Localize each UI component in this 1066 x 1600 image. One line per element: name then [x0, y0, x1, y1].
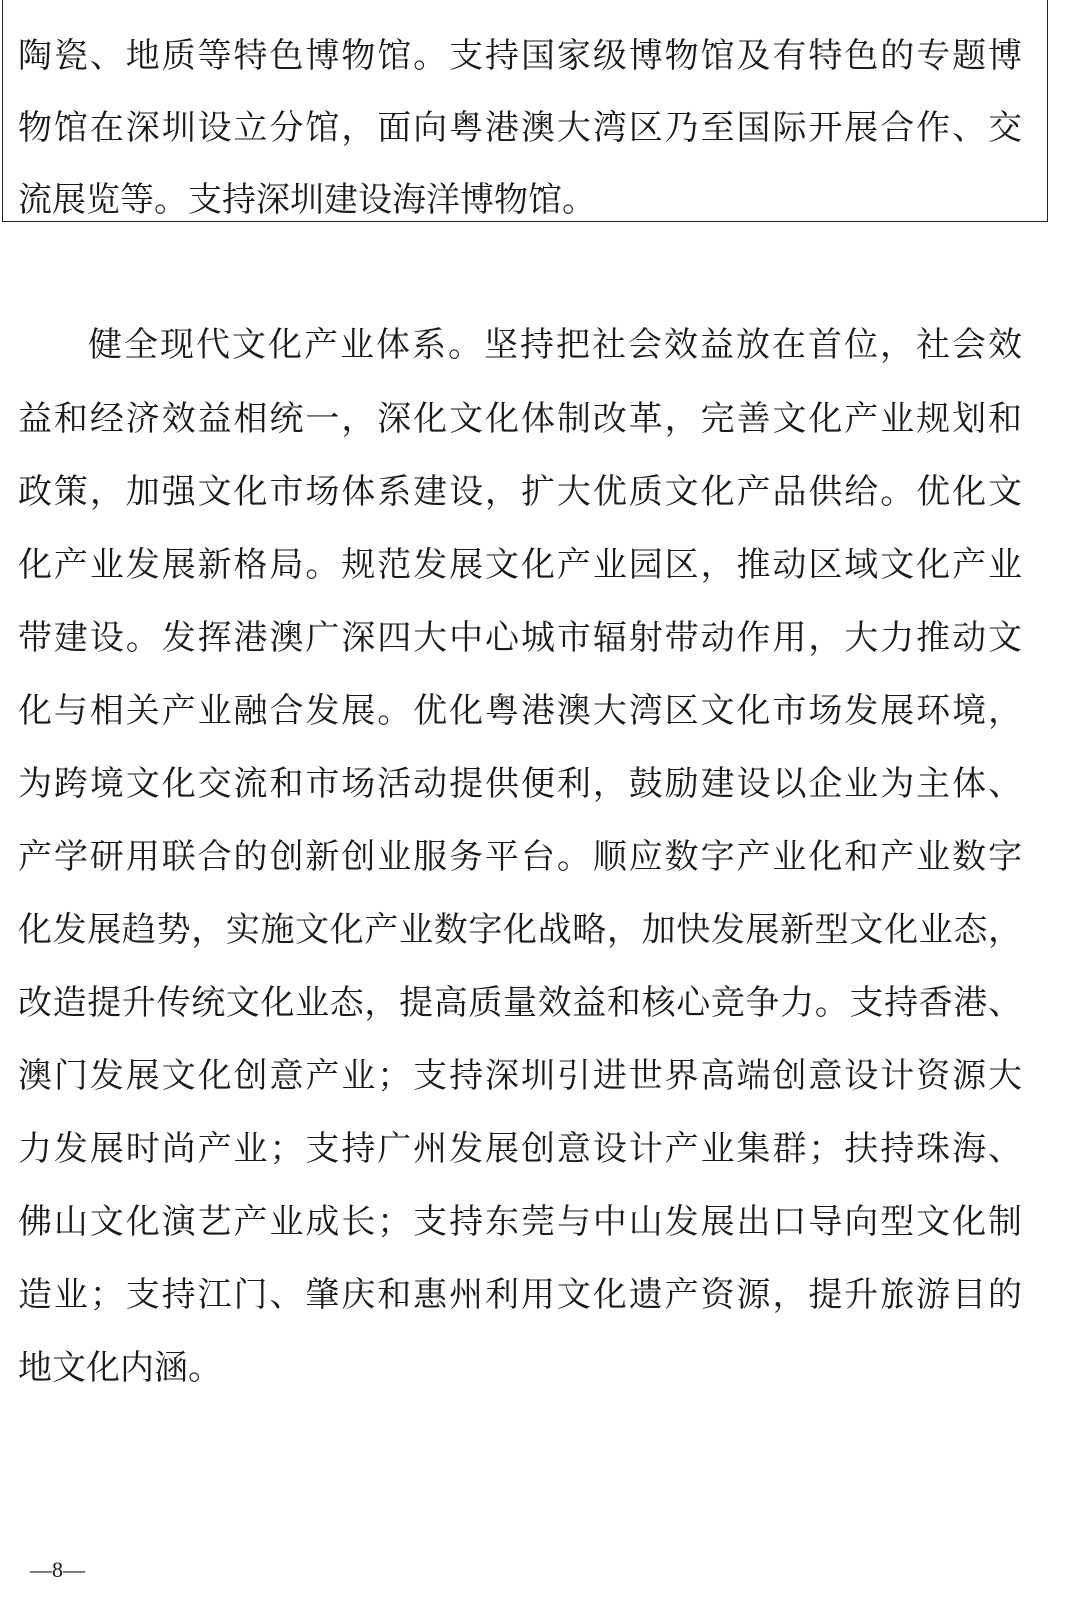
paragraph-line: 地文化内涵。	[18, 1348, 222, 1388]
paragraph-line: 澳门发展文化创意产业；支持深圳引进世界高端创意设计资源大	[18, 1056, 1022, 1096]
paragraph-line: 化与相关产业融合发展。优化粤港澳大湾区文化市场发展环境，	[18, 691, 1022, 731]
paragraph-line: 化发展趋势，实施文化产业数字化战略，加快发展新型文化业态，	[18, 910, 1022, 950]
paragraph-line: 为跨境文化交流和市场活动提供便利，鼓励建设以企业为主体、	[18, 764, 1022, 804]
paragraph-line: 造业；支持江门、肇庆和惠州利用文化遗产资源，提升旅游目的	[18, 1275, 1022, 1315]
paragraph-line: 改造提升传统文化业态，提高质量效益和核心竞争力。支持香港、	[18, 983, 1022, 1023]
boxed-text-line: 流展览等。支持深圳建设海洋博物馆。	[18, 180, 596, 220]
paragraph-line: 益和经济效益相统一，深化文化体制改革，完善文化产业规划和	[18, 399, 1022, 439]
paragraph-line: 力发展时尚产业；支持广州发展创意设计产业集群；扶持珠海、	[18, 1129, 1022, 1169]
paragraph-line: 健全现代文化产业体系。坚持把社会效益放在首位，社会效	[88, 325, 1022, 365]
page-number: —8—	[30, 1557, 85, 1582]
paragraph-line: 化产业发展新格局。规范发展文化产业园区，推动区域文化产业	[18, 545, 1022, 585]
boxed-text-line: 物馆在深圳设立分馆，面向粤港澳大湾区乃至国际开展合作、交	[18, 108, 1022, 148]
paragraph-line: 佛山文化演艺产业成长；支持东莞与中山发展出口导向型文化制	[18, 1202, 1022, 1242]
paragraph-line: 政策，加强文化市场体系建设，扩大优质文化产品供给。优化文	[18, 472, 1022, 512]
paragraph-line: 带建设。发挥港澳广深四大中心城市辐射带动作用，大力推动文	[18, 618, 1022, 658]
boxed-text-line: 陶瓷、地质等特色博物馆。支持国家级博物馆及有特色的专题博	[18, 36, 1022, 76]
paragraph-line: 产学研用联合的创新创业服务平台。顺应数字产业化和产业数字	[18, 837, 1022, 877]
